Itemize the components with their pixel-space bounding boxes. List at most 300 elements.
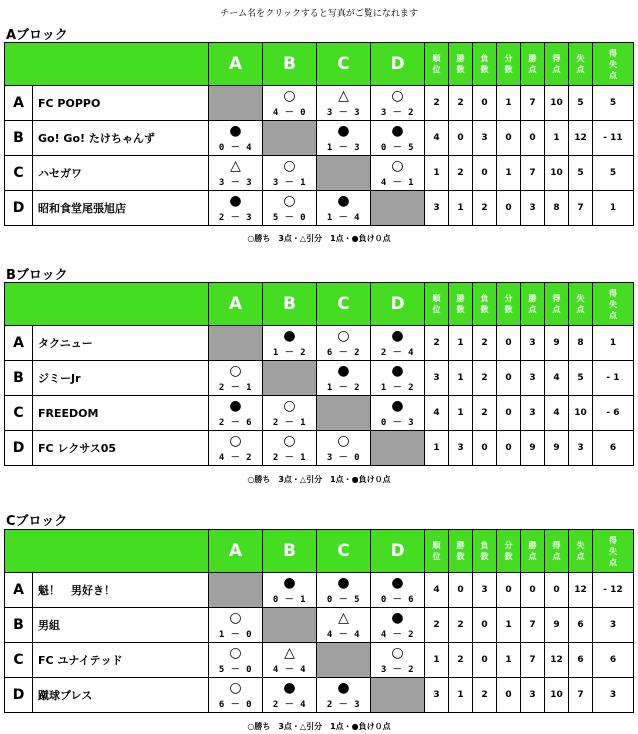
stat-header: 勝 数 — [449, 530, 473, 573]
team-row — [5, 361, 634, 396]
match-score: 3 － 3 — [326, 108, 361, 118]
match-score: 2 － 1 — [272, 418, 307, 428]
block-table — [4, 529, 634, 713]
result-mark: ○ — [229, 645, 242, 661]
stat-value: 12 — [545, 643, 569, 678]
stat-value: 7 — [521, 608, 545, 643]
stat-value: 0 — [497, 396, 521, 431]
stat-value: 0 — [473, 156, 497, 191]
stat-value: 4 — [545, 396, 569, 431]
result-mark: ● — [337, 123, 350, 139]
stat-value: 12 — [569, 573, 593, 608]
stat-value: 5 — [569, 86, 593, 121]
stat-value: 10 — [545, 156, 569, 191]
stat-value: 5 — [593, 156, 634, 191]
result-cell — [263, 86, 317, 121]
stat-value: 1 — [425, 431, 449, 466]
stat-value: 1 — [425, 643, 449, 678]
stat-value: 3 — [425, 361, 449, 396]
self-match-cell — [263, 121, 317, 156]
team-name-link[interactable]: タクニュー — [33, 326, 209, 361]
stat-value: 1 — [449, 191, 473, 226]
stat-value: 6 — [569, 608, 593, 643]
stat-header: 負 数 — [473, 283, 497, 326]
match-score: 3 － 1 — [272, 178, 307, 188]
match-score: 0 － 5 — [380, 143, 415, 153]
stat-header: 失 点 — [569, 43, 593, 86]
column-header-c: C — [317, 530, 371, 573]
result-cell — [209, 191, 263, 226]
self-match-cell — [209, 86, 263, 121]
result-cell — [371, 643, 425, 678]
team-row — [5, 431, 634, 466]
results-legend: ○勝ち 3点・△引分 1点・●負け０点 — [247, 722, 391, 731]
match-score: 3 － 2 — [380, 108, 415, 118]
team-row — [5, 396, 634, 431]
result-mark: ● — [337, 363, 350, 379]
result-mark: ● — [283, 575, 296, 591]
column-header-c: C — [317, 43, 371, 86]
notice-text: チーム名をクリックすると写真がご覧になれます — [220, 9, 418, 19]
column-header-d: D — [371, 283, 425, 326]
result-cell — [371, 573, 425, 608]
block-table — [4, 42, 634, 226]
team-row — [5, 191, 634, 226]
match-score: 4 － 2 — [380, 630, 415, 640]
stat-value: 5 — [593, 86, 634, 121]
result-cell — [209, 361, 263, 396]
team-name-link[interactable]: 男組 — [33, 608, 209, 643]
result-mark: ○ — [229, 433, 242, 449]
match-score: 2 － 3 — [218, 213, 253, 223]
row-letter: A — [5, 326, 33, 361]
result-cell — [371, 326, 425, 361]
stat-value: 7 — [569, 678, 593, 713]
stat-value: 8 — [569, 326, 593, 361]
header-corner — [5, 530, 209, 573]
result-mark: ○ — [229, 680, 242, 696]
result-cell — [263, 573, 317, 608]
result-mark: ○ — [337, 433, 350, 449]
stat-value: 3 — [521, 191, 545, 226]
result-mark: ○ — [229, 363, 242, 379]
block-title: Cブロック — [6, 514, 68, 529]
result-cell — [317, 573, 371, 608]
team-name-link[interactable]: FC レクサス05 — [33, 431, 209, 466]
self-match-cell — [209, 326, 263, 361]
stat-header: 負 数 — [473, 530, 497, 573]
stat-value: 7 — [569, 191, 593, 226]
team-row — [5, 326, 634, 361]
stat-value: 0 — [473, 608, 497, 643]
stat-value: 3 — [521, 396, 545, 431]
stat-header: 得 点 — [545, 283, 569, 326]
result-mark: ○ — [391, 88, 404, 104]
stat-header: 得 点 — [545, 530, 569, 573]
result-mark: ● — [391, 575, 404, 591]
self-match-cell — [263, 608, 317, 643]
result-mark: ● — [337, 193, 350, 209]
stat-header: 勝 数 — [449, 43, 473, 86]
result-mark: ● — [391, 363, 404, 379]
team-name-link[interactable]: 魁！ 男好き！ — [33, 573, 209, 608]
stat-value: 0 — [497, 121, 521, 156]
stat-header: 得 失 点 — [593, 283, 634, 326]
column-header-a: A — [209, 283, 263, 326]
row-letter: A — [5, 86, 33, 121]
self-match-cell — [317, 156, 371, 191]
stat-value: 10 — [545, 678, 569, 713]
stat-value: - 12 — [593, 573, 634, 608]
column-header-b: B — [263, 283, 317, 326]
result-cell — [209, 121, 263, 156]
result-cell — [317, 191, 371, 226]
result-cell — [209, 643, 263, 678]
match-score: 0 － 6 — [380, 595, 415, 605]
stat-value: 10 — [545, 86, 569, 121]
result-mark: ○ — [337, 328, 350, 344]
result-cell — [317, 608, 371, 643]
stat-value: 3 — [425, 678, 449, 713]
match-score: 4 － 4 — [272, 665, 307, 675]
result-mark: ● — [391, 123, 404, 139]
result-cell — [209, 678, 263, 713]
result-mark: ● — [229, 398, 242, 414]
stat-value: 0 — [473, 431, 497, 466]
result-cell — [317, 431, 371, 466]
match-score: 3 － 3 — [218, 178, 253, 188]
stat-value: 2 — [425, 86, 449, 121]
result-mark: ● — [391, 610, 404, 626]
stat-value: 1 — [425, 156, 449, 191]
row-letter: C — [5, 156, 33, 191]
row-letter: A — [5, 573, 33, 608]
stat-value: 6 — [569, 643, 593, 678]
match-score: 4 － 4 — [326, 630, 361, 640]
team-row — [5, 678, 634, 713]
stat-value: 2 — [449, 608, 473, 643]
match-score: 1 － 4 — [326, 213, 361, 223]
stat-value: 0 — [497, 431, 521, 466]
self-match-cell — [209, 573, 263, 608]
stat-value: 1 — [449, 326, 473, 361]
block-title: Bブロック — [6, 268, 68, 283]
stat-value: 5 — [569, 361, 593, 396]
result-cell — [317, 121, 371, 156]
stat-value: 6 — [593, 431, 634, 466]
row-letter: B — [5, 608, 33, 643]
result-cell — [317, 326, 371, 361]
stat-value: 0 — [473, 86, 497, 121]
result-mark: ○ — [283, 88, 296, 104]
result-cell — [209, 431, 263, 466]
result-mark: ○ — [391, 645, 404, 661]
stat-value: 2 — [449, 156, 473, 191]
self-match-cell — [371, 678, 425, 713]
result-cell — [371, 361, 425, 396]
column-header-d: D — [371, 43, 425, 86]
result-cell — [263, 156, 317, 191]
match-score: 4 － 1 — [380, 178, 415, 188]
column-header-a: A — [209, 530, 263, 573]
header-row — [5, 283, 634, 326]
stat-value: 0 — [473, 643, 497, 678]
stat-value: 4 — [425, 396, 449, 431]
stat-header: 得 失 点 — [593, 530, 634, 573]
stat-value: 1 — [449, 396, 473, 431]
result-cell — [371, 396, 425, 431]
stat-header: 順 位 — [425, 283, 449, 326]
match-score: 1 － 3 — [326, 143, 361, 153]
match-score: 6 － 2 — [326, 348, 361, 358]
result-mark: ○ — [283, 158, 296, 174]
stat-value: 0 — [497, 191, 521, 226]
match-score: 1 － 0 — [218, 630, 253, 640]
stat-value: 3 — [593, 678, 634, 713]
column-header-d: D — [371, 530, 425, 573]
result-mark: ● — [337, 575, 350, 591]
team-row — [5, 86, 634, 121]
stat-value: 1 — [545, 121, 569, 156]
stat-value: 9 — [545, 326, 569, 361]
stat-value: 0 — [449, 121, 473, 156]
team-name-link[interactable]: 蹴球ブレス — [33, 678, 209, 713]
stat-value: 1 — [497, 608, 521, 643]
result-cell — [209, 396, 263, 431]
stat-value: 7 — [521, 86, 545, 121]
stat-value: 1 — [497, 643, 521, 678]
stat-header: 勝 数 — [449, 283, 473, 326]
self-match-cell — [371, 191, 425, 226]
row-letter: D — [5, 431, 33, 466]
stat-header: 得 点 — [545, 43, 569, 86]
match-score: 6 － 0 — [218, 700, 253, 710]
stat-value: 3 — [425, 191, 449, 226]
result-mark: ● — [229, 193, 242, 209]
row-letter: D — [5, 678, 33, 713]
stat-value: 1 — [497, 86, 521, 121]
match-score: 0 － 1 — [272, 595, 307, 605]
header-corner — [5, 43, 209, 86]
match-score: 0 － 4 — [218, 143, 253, 153]
team-name-link[interactable]: FREEDOM — [33, 396, 209, 431]
header-row — [5, 530, 634, 573]
stat-header: 失 点 — [569, 283, 593, 326]
match-score: 5 － 0 — [272, 213, 307, 223]
stat-value: - 1 — [593, 361, 634, 396]
stat-value: 4 — [425, 573, 449, 608]
match-score: 2 － 3 — [326, 700, 361, 710]
match-score: 0 － 3 — [380, 418, 415, 428]
match-score: 1 － 2 — [326, 383, 361, 393]
stat-value: 0 — [497, 678, 521, 713]
stat-value: 7 — [521, 156, 545, 191]
result-cell — [263, 326, 317, 361]
stat-value: 0 — [545, 573, 569, 608]
team-name-link[interactable]: Go! Go! たけちゃんず — [33, 121, 209, 156]
stat-value: 7 — [521, 643, 545, 678]
stat-value: 3 — [521, 361, 545, 396]
team-row — [5, 156, 634, 191]
result-cell — [317, 678, 371, 713]
stat-value: 3 — [473, 573, 497, 608]
stat-value: 2 — [473, 396, 497, 431]
stat-value: 6 — [593, 643, 634, 678]
stat-value: 3 — [449, 431, 473, 466]
result-cell — [371, 86, 425, 121]
match-score: 2 － 4 — [272, 700, 307, 710]
stat-header: 勝 点 — [521, 283, 545, 326]
stat-header: 負 数 — [473, 43, 497, 86]
row-letter: D — [5, 191, 33, 226]
match-score: 5 － 0 — [218, 665, 253, 675]
match-score: 2 － 1 — [272, 453, 307, 463]
self-match-cell — [317, 396, 371, 431]
stat-header: 分 数 — [497, 530, 521, 573]
team-name-link[interactable]: FC POPPO — [33, 86, 209, 121]
result-cell — [209, 156, 263, 191]
result-cell — [317, 86, 371, 121]
stat-value: 12 — [569, 121, 593, 156]
match-score: 3 － 2 — [380, 665, 415, 675]
stat-header: 勝 点 — [521, 43, 545, 86]
result-mark: ○ — [283, 433, 296, 449]
stat-value: 8 — [545, 191, 569, 226]
column-header-c: C — [317, 283, 371, 326]
result-cell — [317, 361, 371, 396]
result-cell — [263, 396, 317, 431]
stat-value: 0 — [521, 573, 545, 608]
stat-value: 1 — [593, 326, 634, 361]
stat-value: 3 — [521, 326, 545, 361]
stat-value: 4 — [425, 121, 449, 156]
result-cell — [371, 121, 425, 156]
stat-value: 10 — [569, 396, 593, 431]
stat-value: - 11 — [593, 121, 634, 156]
result-cell — [371, 608, 425, 643]
block-title: Aブロック — [6, 28, 68, 43]
result-cell — [263, 643, 317, 678]
stat-value: - 6 — [593, 396, 634, 431]
stat-value: 9 — [545, 431, 569, 466]
stat-value: 9 — [521, 431, 545, 466]
result-mark: ○ — [229, 610, 242, 626]
match-score: 0 － 5 — [326, 595, 361, 605]
stat-value: 9 — [545, 608, 569, 643]
result-cell — [263, 191, 317, 226]
team-name-link[interactable]: ハセガワ — [33, 156, 209, 191]
result-mark: ○ — [283, 398, 296, 414]
result-mark: △ — [230, 158, 241, 174]
stat-header: 得 失 点 — [593, 43, 634, 86]
team-name-link[interactable]: 昭和食堂尾張旭店 — [33, 191, 209, 226]
team-row — [5, 608, 634, 643]
stat-header: 失 点 — [569, 530, 593, 573]
result-cell — [209, 608, 263, 643]
row-letter: B — [5, 121, 33, 156]
stat-value: 0 — [449, 573, 473, 608]
row-letter: B — [5, 361, 33, 396]
match-score: 1 － 2 — [380, 383, 415, 393]
match-score: 3 － 0 — [326, 453, 361, 463]
stat-value: 2 — [473, 191, 497, 226]
result-cell — [263, 678, 317, 713]
self-match-cell — [371, 431, 425, 466]
stat-header: 分 数 — [497, 43, 521, 86]
stat-value: 2 — [425, 608, 449, 643]
header-corner — [5, 283, 209, 326]
self-match-cell — [263, 361, 317, 396]
stat-value: 0 — [521, 121, 545, 156]
stat-value: 2 — [449, 86, 473, 121]
stat-value: 2 — [473, 678, 497, 713]
stat-value: 2 — [473, 361, 497, 396]
header-row — [5, 43, 634, 86]
stat-value: 1 — [593, 191, 634, 226]
stat-value: 0 — [497, 361, 521, 396]
result-cell — [371, 156, 425, 191]
stat-value: 5 — [569, 156, 593, 191]
stat-header: 順 位 — [425, 43, 449, 86]
stat-value: 3 — [521, 678, 545, 713]
results-legend: ○勝ち 3点・△引分 1点・●負け０点 — [247, 234, 391, 243]
results-legend: ○勝ち 3点・△引分 1点・●負け０点 — [247, 475, 391, 484]
row-letter: C — [5, 643, 33, 678]
stat-value: 1 — [449, 361, 473, 396]
result-mark: ● — [391, 328, 404, 344]
stat-value: 1 — [449, 678, 473, 713]
result-mark: ● — [229, 123, 242, 139]
team-name-link[interactable]: FC ユナイテッド — [33, 643, 209, 678]
result-mark: △ — [338, 88, 349, 104]
block-table — [4, 282, 634, 466]
stat-header: 順 位 — [425, 530, 449, 573]
column-header-b: B — [263, 530, 317, 573]
stat-value: 2 — [449, 643, 473, 678]
match-score: 1 － 2 — [272, 348, 307, 358]
stat-value: 1 — [497, 156, 521, 191]
stat-value: 3 — [593, 608, 634, 643]
match-score: 4 － 0 — [272, 108, 307, 118]
column-header-b: B — [263, 43, 317, 86]
stat-value: 3 — [569, 431, 593, 466]
result-cell — [263, 431, 317, 466]
result-mark: ● — [337, 680, 350, 696]
stat-value: 4 — [545, 361, 569, 396]
result-mark: ● — [391, 398, 404, 414]
match-score: 4 － 2 — [218, 453, 253, 463]
stat-value: 2 — [425, 326, 449, 361]
stat-header: 勝 点 — [521, 530, 545, 573]
result-mark: △ — [284, 645, 295, 661]
result-mark: ○ — [283, 193, 296, 209]
result-mark: △ — [338, 610, 349, 626]
result-mark: ● — [283, 328, 296, 344]
stat-value: 0 — [497, 573, 521, 608]
stat-value: 3 — [473, 121, 497, 156]
match-score: 2 － 1 — [218, 383, 253, 393]
team-row — [5, 643, 634, 678]
match-score: 2 － 6 — [218, 418, 253, 428]
result-mark: ○ — [391, 158, 404, 174]
column-header-a: A — [209, 43, 263, 86]
match-score: 2 － 4 — [380, 348, 415, 358]
team-row — [5, 573, 634, 608]
result-mark: ● — [283, 680, 296, 696]
team-name-link[interactable]: ジミーJr — [33, 361, 209, 396]
self-match-cell — [317, 643, 371, 678]
stat-header: 分 数 — [497, 283, 521, 326]
